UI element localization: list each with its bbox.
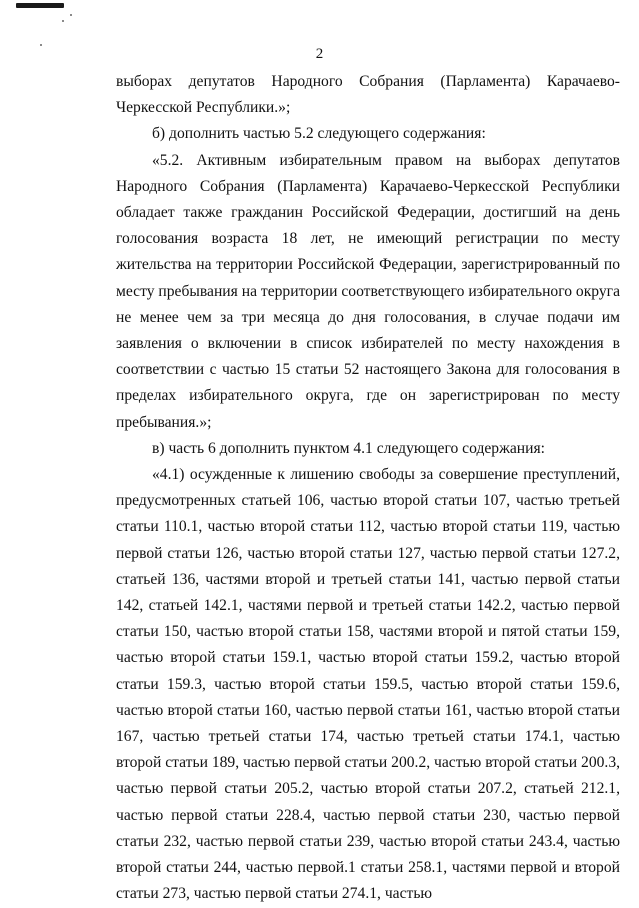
paragraph-part-5-2: «5.2. Активным избирательным правом на выборах депутатов Народного Собрания (Парламента) Карачаево-Черкесской Республики обладает также гражданин Российской Федерации, достигший на день голосования возраста 18 лет, не имеющий регистрации по месту жительства на территории Российской Федерации, зарегистрированный по месту пребывания на территории соответствующего избирательного округа не менее чем за три месяца до дня голосования, в случае подачи им заявления о включении в список избирателей по месту нахождения в соответствии с частью 15 статьи 52 настоящего Закона для голосования в пределах избирательного округа, где он зарегистрирован по месту пребывания.»;: [116, 151, 620, 431]
scan-speck: [62, 20, 64, 22]
paragraph-item-b: б) дополнить частью 5.2 следующего содержания:: [152, 125, 486, 143]
document-body: [116, 69, 620, 908]
page-number: 2: [315, 46, 324, 62]
paragraph-continuation: выборах депутатов Народного Собрания (Парламента) Карачаево-Черкесской Республики.»;: [116, 73, 620, 117]
paragraph-item-v: в) часть 6 дополнить пунктом 4.1 следующего содержания:: [152, 439, 545, 457]
scan-speck: [70, 14, 72, 16]
scan-artifact-mark: [16, 3, 64, 8]
paragraph-point-4-1: «4.1) осужденные к лишению свободы за совершение преступлений, предусмотренных статьей 106, частью второй статьи 107, частью третьей статьи 110.1, частью второй статьи 112, частью второй статьи 119, частью первой статьи 126, частью второй статьи 127, частью первой статьи 127.2, статьей 136, частями второй и третьей статьи 141, частью первой статьи 142, статьей 142.1, частями первой и третьей статьи 142.2, частью первой статьи 150, частью второй статьи 158, частями второй и пятой статьи 159, частью второй статьи 159.1, частью второй статьи 159.2, частью второй статьи 159.3, частью второй статьи 159.5, частью второй статьи 159.6, частью второй статьи 160, частью первой статьи 161, частью второй статьи 167, частью третьей статьи 174, частью третьей статьи 174.1, частью второй статьи 189, частью первой статьи 200.2, частью второй статьи 200.3, частью первой статьи 205.2, частью второй статьи 207.2, статьей 212.1, частью первой статьи 228.4, частью первой статьи 230, частью первой статьи 232, частью первой статьи 239, частью второй статьи 243.4, частью второй статьи 244, частью первой.1 статьи 258.1, частями первой и второй статьи 273, частью первой статьи 274.1, частью: [116, 466, 621, 903]
